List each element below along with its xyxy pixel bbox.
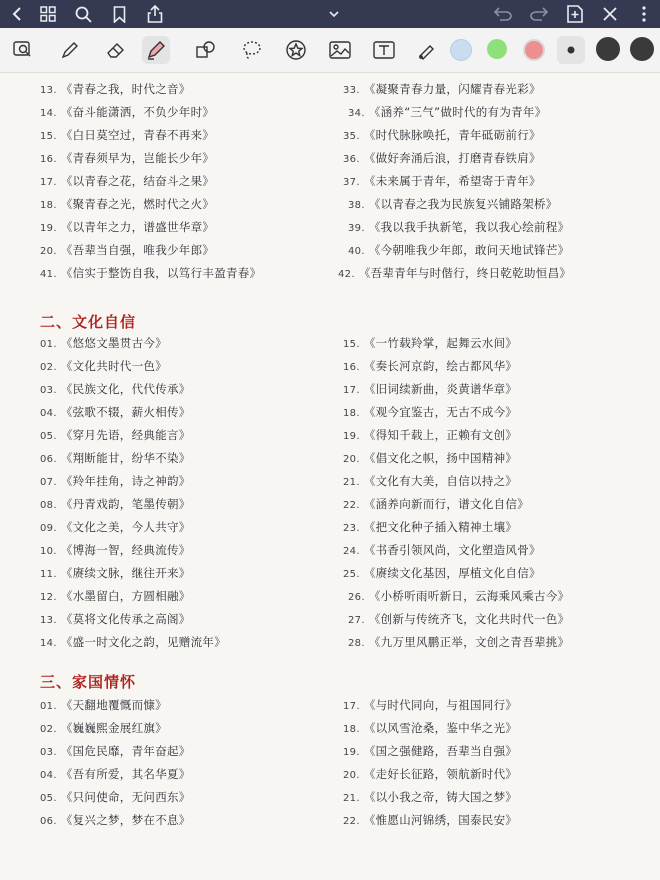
list-item: 06. 《复兴之梦，梦在不息》 [40,813,191,827]
list-item: 15. 《白日莫空过，青春不再来》 [40,128,215,142]
pink-color-swatch[interactable] [523,39,545,61]
list-item: 01. 《天翻地覆慨而慷》 [40,698,168,712]
list-item: 33. 《凝聚青春力量，闪耀青春光彩》 [343,82,541,96]
list-item: 05. 《穿月先语，经典能言》 [40,428,191,442]
list-item: 35. 《时代脉脉唤托，青年砥砺前行》 [343,128,541,142]
list-item: 03. 《民族文化，代代传承》 [40,382,191,396]
list-item: 17. 《旧词续新曲，炎黄谱华章》 [343,382,518,396]
share-icon[interactable] [144,3,166,25]
list-item: 22. 《涵养向新而行，谱文化自信》 [343,497,530,511]
list-item: 13. 《青春之我，时代之音》 [40,82,191,96]
note-page[interactable] [0,73,660,880]
list-item: 42. 《吾辈青年与时偕行，终日乾乾助恒昌》 [338,266,572,280]
more-icon[interactable] [634,3,654,25]
list-item: 24. 《书香引领风尚，文化塑造风骨》 [343,543,541,557]
shapes-icon[interactable] [192,36,220,64]
list-item: 26. 《小桥听雨听新日，云海乘风乘古今》 [348,589,570,603]
list-item: 15. 《一竹载羚掌，起舞云水间》 [343,336,518,350]
list-item: 09. 《文化之美，今人共守》 [40,520,191,534]
list-item: 06. 《翔断能甘，纷华不染》 [40,451,191,465]
lasso-icon[interactable] [238,36,266,64]
list-item: 03. 《国危民靡，青年奋起》 [40,744,191,758]
list-item: 27. 《创新与传统齐飞，文化共时代一色》 [348,612,570,626]
list-item: 17. 《与时代同向，与祖国同行》 [343,698,518,712]
list-item: 23. 《把文化种子插入精神土壤》 [343,520,518,534]
grid-icon[interactable] [37,3,59,25]
list-item: 39. 《我以我手执新笔，我以我心绘前程》 [348,220,570,234]
list-item: 16. 《青春须早为，岂能长少年》 [40,151,215,165]
list-item: 02. 《巍巍熙金展红旗》 [40,721,168,735]
list-item: 34. 《涵养“三气”做时代的有为青年》 [348,105,547,119]
list-item: 22. 《惟愿山河锦绣，国泰民安》 [343,813,518,827]
redo-icon[interactable] [528,3,550,25]
list-item: 16. 《奏长河京韵，绘古都风华》 [343,359,518,373]
list-item: 19. 《国之强健路，吾辈当自强》 [343,744,518,758]
thin-stroke-option[interactable] [557,36,585,64]
top-navigation-bar [0,0,660,28]
back-icon[interactable] [6,3,28,25]
list-item: 01. 《悠悠文墨贯古今》 [40,336,168,350]
list-item: 14. 《盛一时文化之韵，见赠流年》 [40,635,227,649]
list-item: 21. 《文化有大美，自信以持之》 [343,474,518,488]
list-item: 20. 《倡文化之帜，扬中国精神》 [343,451,518,465]
list-item: 18. 《观今宜鉴古，无古不成今》 [343,405,518,419]
drawing-toolbar [0,28,660,73]
green-color-swatch[interactable] [487,39,507,59]
list-item: 18. 《以风雪沧桑，鉴中华之光》 [343,721,518,735]
list-item: 18. 《聚青春之光，燃时代之火》 [40,197,215,211]
list-item: 41. 《信实于整饬自我，以笃行丰盈青春》 [40,266,262,280]
list-item: 40. 《今朝唯我少年郎，敢问天地试锋芒》 [348,243,570,257]
list-item: 25. 《赓续文化基因，厚植文化自信》 [343,566,541,580]
list-item: 07. 《羚年挂角，诗之神韵》 [40,474,191,488]
list-item: 19. 《得知千载上，正赖有文创》 [343,428,518,442]
pen-icon[interactable] [56,36,84,64]
list-item: 04. 《弦歌不辍，薪火相传》 [40,405,191,419]
list-item: 17. 《以青春之花，结奋斗之果》 [40,174,215,188]
highlighter-icon[interactable] [142,36,170,64]
list-item: 11. 《赓续文脉，继往开来》 [40,566,191,580]
add-page-icon[interactable] [564,3,586,25]
thick-stroke-option[interactable] [630,37,654,61]
list-item: 14. 《奋斗能潇洒，不负少年时》 [40,105,215,119]
eraser-icon[interactable] [102,36,130,64]
bookmark-icon[interactable] [108,3,130,25]
image-icon[interactable] [326,36,354,64]
list-item: 28. 《九万里风鹏正举，文创之青吾辈挑》 [348,635,570,649]
list-item: 10. 《博海一智，经典流传》 [40,543,191,557]
chevron-down-icon[interactable] [326,3,342,25]
section-heading-cultural-confidence: 二、文化自信 [40,313,137,331]
search-icon[interactable] [72,3,94,25]
list-item: 20. 《吾辈当自强，唯我少年郎》 [40,243,215,257]
undo-icon[interactable] [492,3,514,25]
list-item: 20. 《走好长征路，领航新时代》 [343,767,518,781]
list-item: 04. 《吾有所爱，其名华夏》 [40,767,191,781]
section-heading-patriotism: 三、家国情怀 [40,673,137,691]
close-icon[interactable] [599,3,621,25]
sticker-icon[interactable] [282,36,310,64]
list-item: 36. 《做好奔涌后浪，打磨青春铁肩》 [343,151,541,165]
list-item: 37. 《未来属于青年，希望寄于青年》 [343,174,541,188]
list-item: 12. 《水墨留白，方圆相融》 [40,589,191,603]
lasso-zoom-icon[interactable] [10,36,38,64]
laser-pointer-icon[interactable] [412,36,440,64]
text-box-icon[interactable] [370,36,398,64]
list-item: 21. 《以小我之帝，铸大国之梦》 [343,790,518,804]
list-item: 13. 《莫将文化传承之高阁》 [40,612,191,626]
light-blue-color-swatch[interactable] [450,39,472,61]
medium-stroke-option[interactable] [596,37,620,61]
list-item: 19. 《以青年之力，谱盛世华章》 [40,220,215,234]
list-item: 38. 《以青春之我为民族复兴铺路架桥》 [348,197,558,211]
list-item: 08. 《丹青戏韵，笔墨传朝》 [40,497,191,511]
list-item: 05. 《只问使命，无问西东》 [40,790,191,804]
list-item: 02. 《文化共时代一色》 [40,359,168,373]
